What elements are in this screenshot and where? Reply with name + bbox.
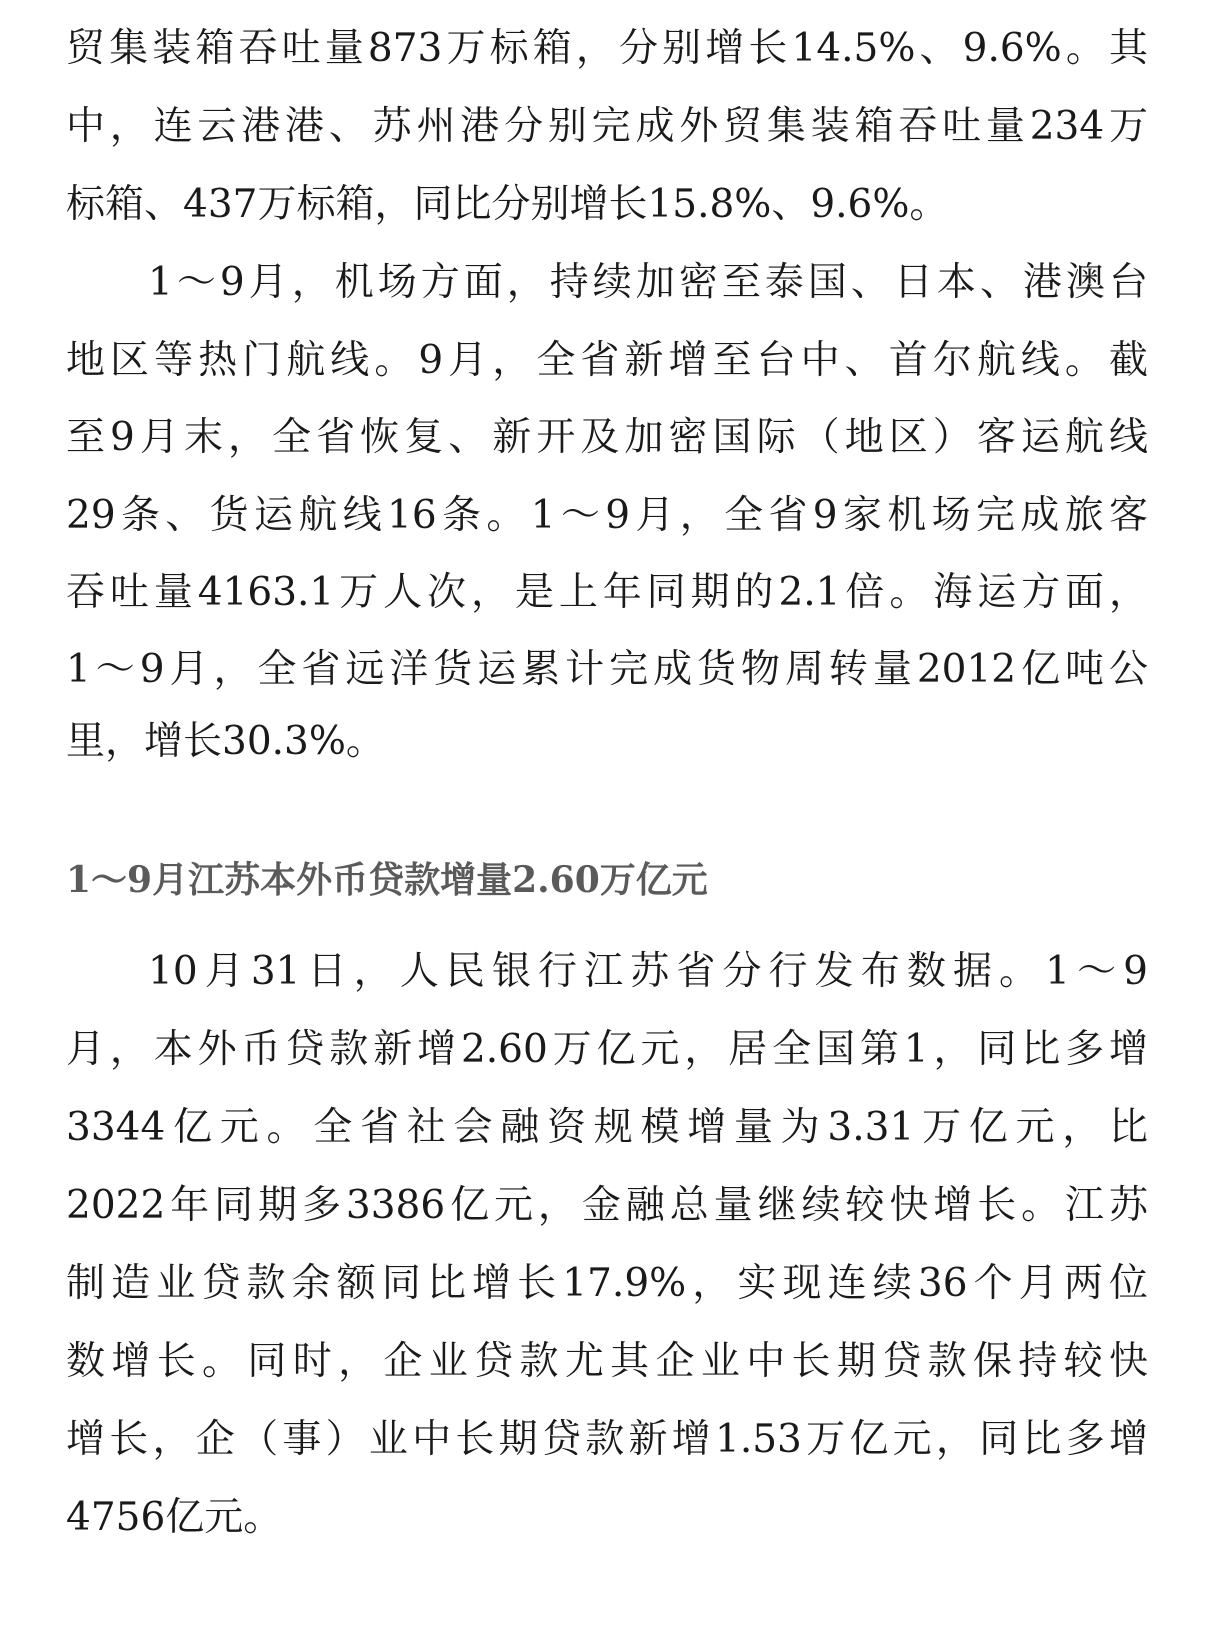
section-heading: 1～9月江苏本外币贷款增量2.60万亿元 xyxy=(66,859,708,901)
text-line: 4756亿元。 xyxy=(66,1495,283,1540)
text-line: 月，本外币贷款新增2.60万亿元，居全国第1，同比多增 xyxy=(66,1027,1148,1072)
text-line: 2022年同期多3386亿元，金融总量继续较快增长。江苏 xyxy=(66,1183,1148,1228)
text-line: 10月31日，人民银行江苏省分行发布数据。1～9 xyxy=(148,949,1148,994)
text-line: 制造业贷款余额同比增长17.9%，实现连续36个月两位 xyxy=(66,1261,1148,1306)
text-line: 中，连云港港、苏州港分别完成外贸集装箱吞吐量234万 xyxy=(66,104,1148,149)
text-line: 吞吐量4163.1万人次，是上年同期的2.1倍。海运方面， xyxy=(66,570,1148,615)
text-line: 1～9月，机场方面，持续加密至泰国、日本、港澳台 xyxy=(148,260,1148,305)
text-line: 3344亿元。全省社会融资规模增量为3.31万亿元，比 xyxy=(66,1105,1148,1150)
text-line: 里，增长30.3%。 xyxy=(66,719,385,764)
text-line: 地区等热门航线。9月，全省新增至台中、首尔航线。截 xyxy=(66,338,1148,383)
text-line: 1～9月，全省远洋货运累计完成货物周转量2012亿吨公 xyxy=(66,647,1148,692)
text-line: 标箱、437万标箱，同比分别增长15.8%、9.6%。 xyxy=(66,182,949,227)
text-line: 29条、货运航线16条。1～9月，全省9家机场完成旅客 xyxy=(66,493,1148,538)
text-line: 至9月末，全省恢复、新开及加密国际（地区）客运航线 xyxy=(66,415,1148,460)
text-line: 数增长。同时，企业贷款尤其企业中长期贷款保持较快 xyxy=(66,1339,1148,1384)
text-line: 贸集装箱吞吐量873万标箱，分别增长14.5%、9.6%。其 xyxy=(66,26,1148,71)
text-line: 增长，企（事）业中长期贷款新增1.53万亿元，同比多增 xyxy=(66,1417,1148,1462)
